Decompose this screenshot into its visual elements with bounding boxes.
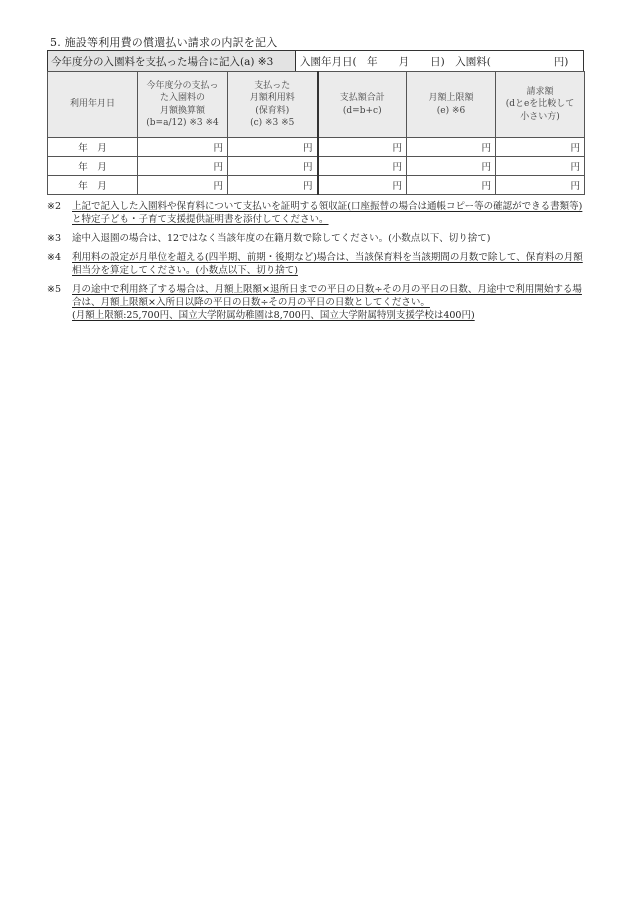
- note-item: [47, 283, 587, 322]
- usage-month-cell[interactable]: 年 月: [48, 138, 138, 157]
- table-row: [48, 138, 585, 157]
- column-header-line: (e) ※6: [436, 105, 466, 116]
- column-header-5: [407, 72, 496, 138]
- amount-cell[interactable]: 円: [228, 138, 318, 157]
- section-title: 5. 施設等利用費の償還払い請求の内訳を記入: [50, 36, 278, 49]
- amount-cell[interactable]: 円: [318, 176, 407, 195]
- amount-cell[interactable]: 円: [318, 138, 407, 157]
- amount-cell[interactable]: 円: [228, 176, 318, 195]
- note-text: [72, 283, 587, 322]
- amount-cell[interactable]: 円: [496, 157, 585, 176]
- column-header-2: [138, 72, 228, 138]
- usage-month-cell[interactable]: 年 月: [48, 157, 138, 176]
- claim-table: [47, 71, 585, 195]
- notes-list: [47, 200, 587, 328]
- amount-cell[interactable]: 円: [318, 157, 407, 176]
- note-mark: ※4: [47, 252, 62, 263]
- column-header-line: (b=a/12) ※3 ※4: [146, 117, 219, 128]
- note-text: [72, 232, 587, 245]
- column-header-line: (dとeを比較して: [505, 99, 575, 110]
- column-header-line: 利用年月日: [69, 99, 115, 110]
- amount-cell[interactable]: 円: [407, 138, 496, 157]
- column-header-line: 月額利用料: [249, 93, 295, 104]
- note-item: [47, 200, 587, 226]
- claim-form: [47, 50, 584, 195]
- note-text-body: 途中入退園の場合は、12ではなく当該年度の在籍月数で除してください。(小数点以下、切り捨て): [72, 233, 491, 244]
- note-text-body: 月の途中で利用終了する場合は、月額上限額×退所日までの平日の日数÷その月の平日の日数、月途中で利用開始する場合は、月額上限額×入所日以降の平日の日数÷その月の平日の日数としてください。: [72, 284, 582, 308]
- note-mark: ※3: [47, 233, 62, 244]
- note-item: [47, 232, 587, 245]
- entrance-fee-label: 今年度分の入園料を支払った場合に記入(a) ※3: [48, 51, 296, 71]
- column-header-4: [318, 72, 407, 138]
- column-header-line: (d=b+c): [342, 105, 382, 116]
- note-mark: ※2: [47, 201, 62, 212]
- note-text-body: 上記で記入した入園料や保育料について支払いを証明する領収証(口座振替の場合は通帳コピー等の確認ができる書類等)と特定子ども・子育て支援提供証明書を添付してください。: [72, 201, 583, 225]
- column-header-line: た入園料の: [159, 93, 205, 104]
- amount-cell[interactable]: 円: [138, 176, 228, 195]
- column-header-line: 月額換算額: [159, 105, 205, 116]
- amount-cell[interactable]: 円: [138, 157, 228, 176]
- column-header-line: 月額上限額: [428, 93, 474, 104]
- usage-month-cell[interactable]: 年 月: [48, 176, 138, 195]
- note-text: [72, 200, 587, 226]
- entrance-date-fee-field[interactable]: 入園年月日( 年 月 日) 入園料( 円): [300, 55, 569, 68]
- column-header-3: [228, 72, 318, 138]
- column-header-line: 請求額: [526, 87, 554, 98]
- column-header-6: [496, 72, 585, 138]
- note-text-body: 利用料の設定が月単位を超える(四半期、前期・後期など)場合は、当該保育料を当該期間の月数で除して、保育料の月額相当分を算定してください。(小数点以下、切り捨て): [72, 252, 583, 276]
- amount-cell[interactable]: 円: [228, 157, 318, 176]
- column-header-line: (保育料): [255, 105, 290, 116]
- note-item: [47, 251, 587, 277]
- column-header-line: 今年度分の支払っ: [146, 81, 219, 92]
- note-mark: ※5: [47, 284, 62, 295]
- entrance-fee-row: [47, 50, 584, 71]
- table-row: [48, 157, 585, 176]
- amount-cell[interactable]: 円: [407, 157, 496, 176]
- amount-cell[interactable]: 円: [496, 138, 585, 157]
- column-header-line: 支払額合計: [339, 93, 385, 104]
- table-row: [48, 176, 585, 195]
- column-header-line: 支払った: [254, 81, 291, 92]
- amount-cell[interactable]: 円: [138, 138, 228, 157]
- table-header-row: [48, 72, 585, 138]
- table-body: [48, 138, 585, 195]
- note-text: [72, 251, 587, 277]
- column-header-line: 小さい方): [520, 111, 560, 122]
- amount-cell[interactable]: 円: [407, 176, 496, 195]
- column-header-1: [48, 72, 138, 138]
- column-header-line: (c) ※3 ※5: [250, 117, 295, 128]
- note-text-limit: (月額上限額:25,700円、国立大学附属幼稚園は8,700円、国立大学附属特別支援学校は400円): [72, 310, 475, 321]
- amount-cell[interactable]: 円: [496, 176, 585, 195]
